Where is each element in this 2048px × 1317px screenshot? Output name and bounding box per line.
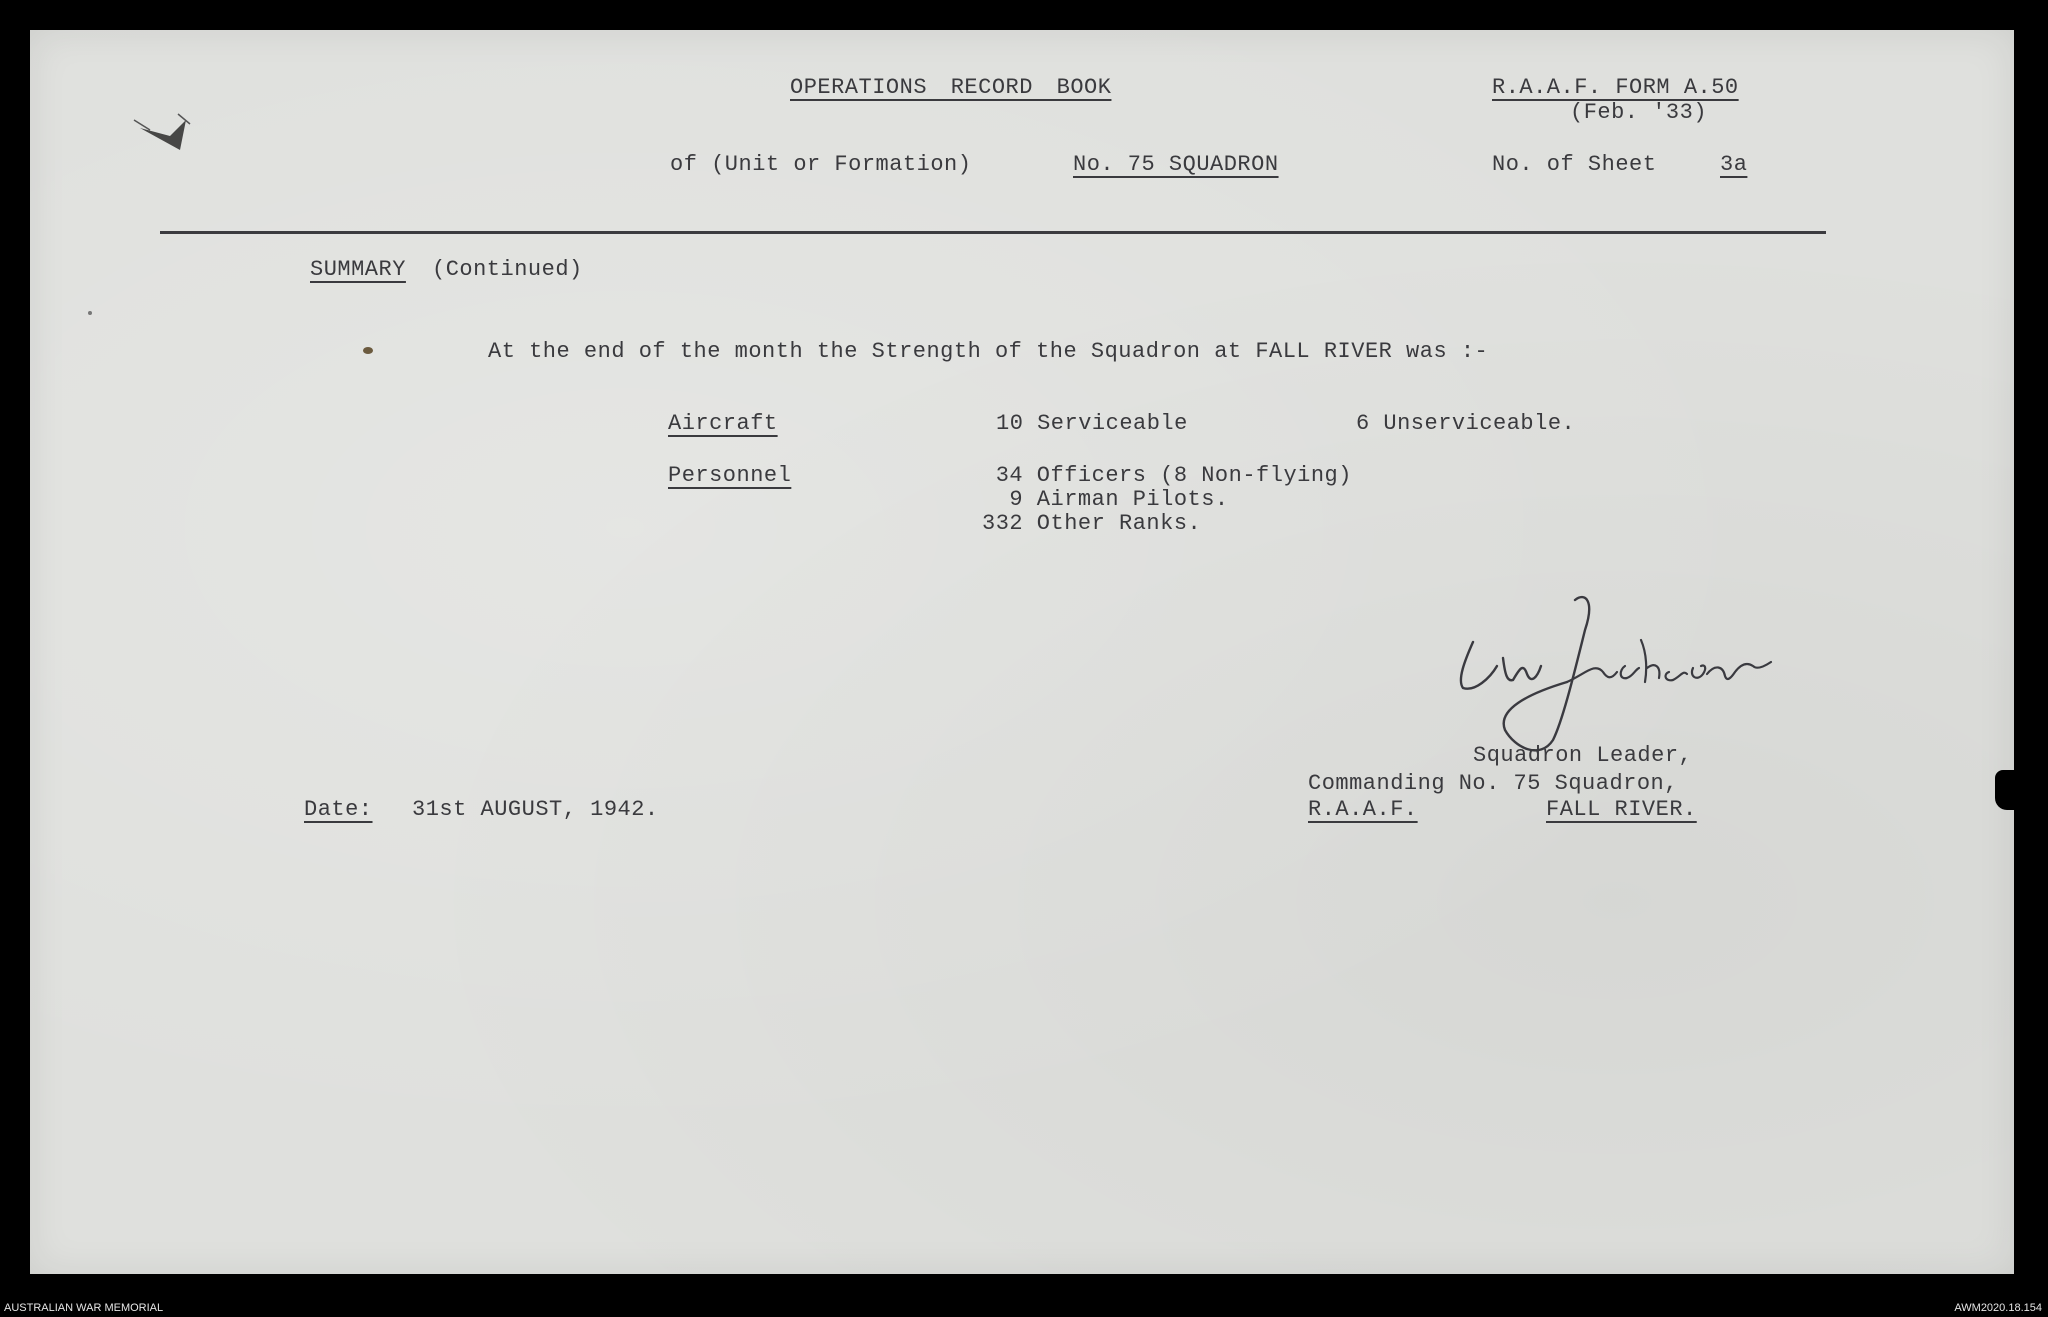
paper-stain bbox=[363, 347, 373, 354]
signatory-service: R.A.A.F. bbox=[1308, 797, 1418, 822]
paper-edge-tear bbox=[1995, 770, 2014, 810]
personnel-other-ranks: 332 Other Ranks. bbox=[982, 511, 1202, 536]
signatory-command: Commanding No. 75 Squadron, bbox=[1308, 771, 1678, 796]
handwritten-signature bbox=[1435, 570, 1815, 770]
paper-speck bbox=[88, 311, 92, 315]
page-title: OPERATIONS RECORD BOOK bbox=[790, 75, 1112, 100]
personnel-officers: 34 Officers (8 Non-flying) bbox=[982, 463, 1352, 488]
aircraft-label: Aircraft bbox=[668, 411, 778, 436]
footer-reference-number: AWM2020.18.154 bbox=[1954, 1302, 2042, 1314]
sheet-label: No. of Sheet bbox=[1492, 152, 1657, 177]
paper-tear-mark bbox=[130, 110, 210, 180]
personnel-label: Personnel bbox=[668, 463, 792, 488]
aircraft-unserviceable: 6 Unserviceable. bbox=[1356, 411, 1576, 436]
date-label: Date: bbox=[304, 797, 373, 822]
form-date: (Feb. '33) bbox=[1570, 100, 1708, 125]
form-code: R.A.A.F. FORM A.50 bbox=[1492, 75, 1739, 100]
summary-heading-suffix: (Continued) bbox=[432, 257, 583, 282]
signatory-rank: Squadron Leader, bbox=[1473, 743, 1693, 768]
summary-heading: SUMMARY bbox=[310, 257, 406, 282]
unit-label: of (Unit or Formation) bbox=[670, 152, 972, 177]
record-sheet bbox=[30, 30, 2014, 1274]
header-rule bbox=[160, 231, 1826, 234]
personnel-airman-pilots: 9 Airman Pilots. bbox=[982, 487, 1229, 512]
sheet-value: 3a bbox=[1720, 152, 1748, 177]
aircraft-serviceable: 10 Serviceable bbox=[996, 411, 1188, 436]
unit-value: No. 75 SQUADRON bbox=[1073, 152, 1279, 177]
summary-intro: At the end of the month the Strength of the Squadron at FALL RIVER was :- bbox=[488, 339, 1489, 364]
date-value: 31st AUGUST, 1942. bbox=[412, 797, 659, 822]
signatory-location: FALL RIVER. bbox=[1546, 797, 1697, 822]
footer-archive-name: AUSTRALIAN WAR MEMORIAL bbox=[4, 1302, 164, 1314]
